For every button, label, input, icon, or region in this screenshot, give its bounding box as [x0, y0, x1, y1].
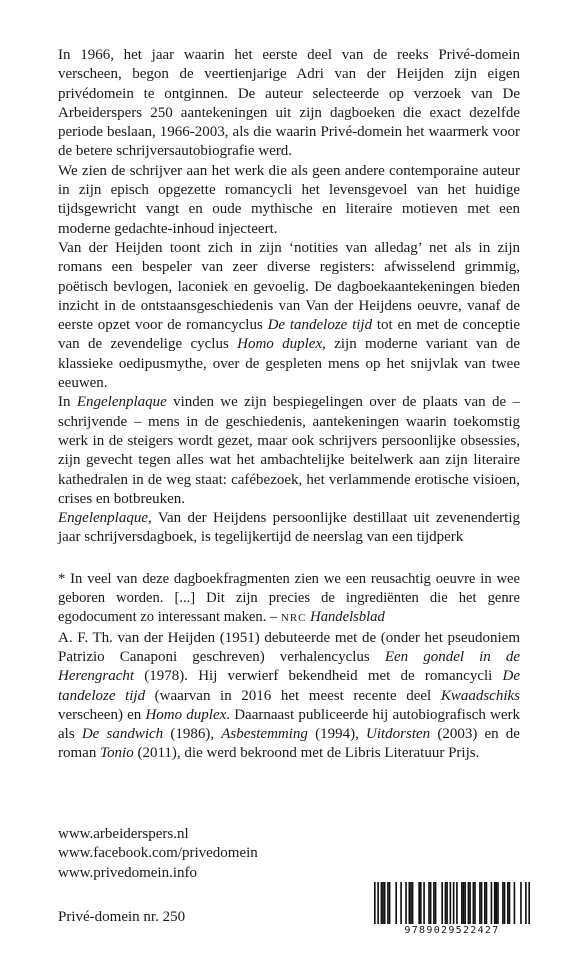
isbn-number: 9789029522427 [404, 925, 500, 936]
text-run: , zijn moderne variant van de klassieke oedipusmythe, over de gespleten mens op het snijvlak van twee eeuwen. [58, 336, 521, 392]
barcode-bar [420, 882, 422, 924]
text-run: Van der Heijden toont zich in zijn ‘notities van alledag’ net als in zijn romans een bespeler van zeer diverse registers: afwisselend grimmig, poëtisch bevlogen, laconiek en gevoelig. De dagboekaantekeningen bieden inzicht in de ontstaansgeschiedenis van Van der Heijdens oeuvre, vanaf de eerste opzet voor de romancyclus [58, 239, 520, 334]
barcode-bar [484, 882, 486, 924]
blurb-paragraph [58, 46, 520, 162]
barcode-bar [504, 882, 506, 924]
blurb-paragraph [58, 239, 520, 393]
barcode-bar [514, 882, 516, 924]
text-run: (2011), die werd bekroond met de Libris Literatuur Prijs. [133, 745, 480, 762]
website-link[interactable]: www.arbeiderspers.nl [58, 826, 189, 842]
newspaper-name: NRC [280, 612, 307, 625]
barcode-bar [382, 882, 384, 924]
text-run: vinden we zijn bespiegelingen over de plaats van de – schrijvende – mens in de geschiedenis, aantekeningen waarin toekomstig werk in de steigers wordt gezet, maar ook schrijvers persoonlijke obsessies, zijn gevecht tegen alles wat het ambachtelijke beitelwerk aan zijn literaire kathedralen in de weg staat: cafébezoek, het verlammende erotische visioen, crises en botbreuken. [58, 394, 520, 507]
barcode-bar [423, 882, 425, 924]
text-run: A. F. Th. van der Heijden (1951) debuteerde met de (onder het pseudoniem Patrizio Canaponi geschreven) verhalencyclus [58, 629, 520, 665]
barcode-bar [387, 882, 389, 924]
series-number: Privé-domein nr. 250 [58, 909, 186, 925]
italic-title: Kwaadschiks [440, 687, 520, 704]
barcode-bar [494, 882, 496, 924]
text-run: . Daarnaast publiceerde hij autobiografisch werk als [58, 706, 520, 743]
text-run: In [58, 394, 77, 411]
barcode-bar [468, 882, 470, 924]
blurb-paragraph [58, 393, 520, 509]
barcode-bar [400, 882, 402, 924]
barcode-bar [525, 882, 527, 924]
barcode-bar [412, 882, 414, 924]
barcode-bar [491, 882, 493, 924]
barcode-bar [469, 882, 471, 924]
italic-title: Homo duplex [145, 706, 227, 723]
barcode-bar [430, 882, 432, 924]
text-run: In 1966, het jaar waarin het eerste deel van de reeks Privé-domein verscheen, begon de veertienjarige Adri van der Heijden zijn eigen privédomein te ontginnen. De auteur selecteerde op verzoek van De Arbeiderspers 250 aantekeningen uit zijn dagboeken die exact dezelfde periode beslaan, 1966-2003, als die waarin Privé-domein het waarmerk voor de betere schrijversautobiografie werd. [58, 47, 520, 160]
barcode-bar [528, 882, 530, 924]
barcode-bar [496, 882, 498, 924]
back-cover-text [58, 46, 520, 764]
barcode-bar [433, 882, 435, 924]
italic-title: Handelsblad [310, 609, 385, 626]
barcode-bar [445, 882, 447, 924]
text-run: , Van der Heijdens persoonlijke destillaat uit zevenendertig jaar schrijversdagboek, is tegelijkertijd de neerslag van een tijdperk [58, 510, 520, 546]
blurb [58, 46, 520, 548]
barcode-bars [374, 882, 530, 924]
barcode-bar [441, 882, 443, 924]
author-bio [58, 629, 520, 764]
barcode-bar [461, 882, 463, 924]
italic-title: Een gondel in de Herengracht [58, 648, 520, 685]
italic-title: Tonio [100, 745, 134, 762]
barcode-bar [418, 882, 420, 924]
barcode-bar [473, 882, 475, 924]
text-run: (2003) en de roman [58, 726, 520, 762]
text-run: (1994), [307, 726, 366, 743]
text-run: tot en met de conceptie van de zevendelige cyclus [58, 317, 521, 353]
barcode-bar [395, 882, 397, 924]
barcode-bar [410, 882, 412, 924]
barcode-bar [456, 882, 458, 924]
press-quote [58, 570, 520, 629]
text-run: (1986), [163, 726, 222, 743]
blurb-paragraph [58, 509, 520, 548]
website-link[interactable]: www.privedomein.info [58, 864, 197, 881]
barcode-bar [377, 882, 379, 924]
website-link[interactable]: www.facebook.com/privedomein [58, 845, 258, 862]
barcode-bar [450, 882, 452, 924]
barcode-bar [497, 882, 499, 924]
italic-title: Homo duplex [237, 336, 323, 353]
text-run: verscheen) en [58, 706, 146, 723]
barcode-bar [486, 882, 488, 924]
italic-title: De tandeloze tijd [58, 668, 520, 704]
barcode-bar [474, 882, 476, 924]
barcode-bar [509, 882, 511, 924]
barcode-bar [464, 882, 466, 924]
barcode-bar [481, 882, 483, 924]
barcode-bar [405, 882, 407, 924]
blurb-paragraph [58, 162, 520, 239]
spacer [58, 548, 520, 570]
italic-title: De tandeloze tijd [267, 317, 373, 334]
barcode-bar [435, 882, 437, 924]
text-run: (1978). Hij verwierf bekendheid met de romancycli [134, 668, 503, 685]
barcode-bar [384, 882, 386, 924]
italic-title: Engelenplaque [58, 510, 148, 527]
text-run: We zien de schrijver aan het werk die als geen andere contemporaine auteur in zijn episch opgezette romancycli het levensgevoel van het huidige tijdsgewricht vangt en oude mythische en literaire motieven met een moderne gedachte-inhoud injecteert. [58, 162, 520, 237]
barcode-bar [381, 882, 383, 924]
barcode-bar [520, 882, 522, 924]
barcode-bar [428, 882, 430, 924]
barcode-bar [446, 882, 448, 924]
barcode-bar [502, 882, 504, 924]
barcode-bar [453, 882, 455, 924]
italic-title: Asbestemming [221, 726, 308, 743]
website-links [58, 825, 258, 883]
barcode-bar [374, 882, 376, 924]
text-run: * In veel van deze dagboekfragmenten zien we een reusachtig oeuvre in wee geboren worden. [...] Dit zijn precies de ingrediënten die het genre egodocument zo interessant maken. – [58, 570, 520, 626]
barcode-bar [408, 882, 410, 924]
barcode-bar [479, 882, 481, 924]
barcode-bar [463, 882, 465, 924]
barcode-bar [507, 882, 509, 924]
italic-title: Uitdorsten [365, 726, 431, 743]
barcode [374, 882, 530, 936]
italic-title: Engelenplaque [76, 394, 167, 411]
text-run: (waarvan in 2016 het meest recente deel [145, 687, 441, 704]
barcode-bar [389, 882, 391, 924]
italic-title: De sandwich [81, 726, 164, 743]
